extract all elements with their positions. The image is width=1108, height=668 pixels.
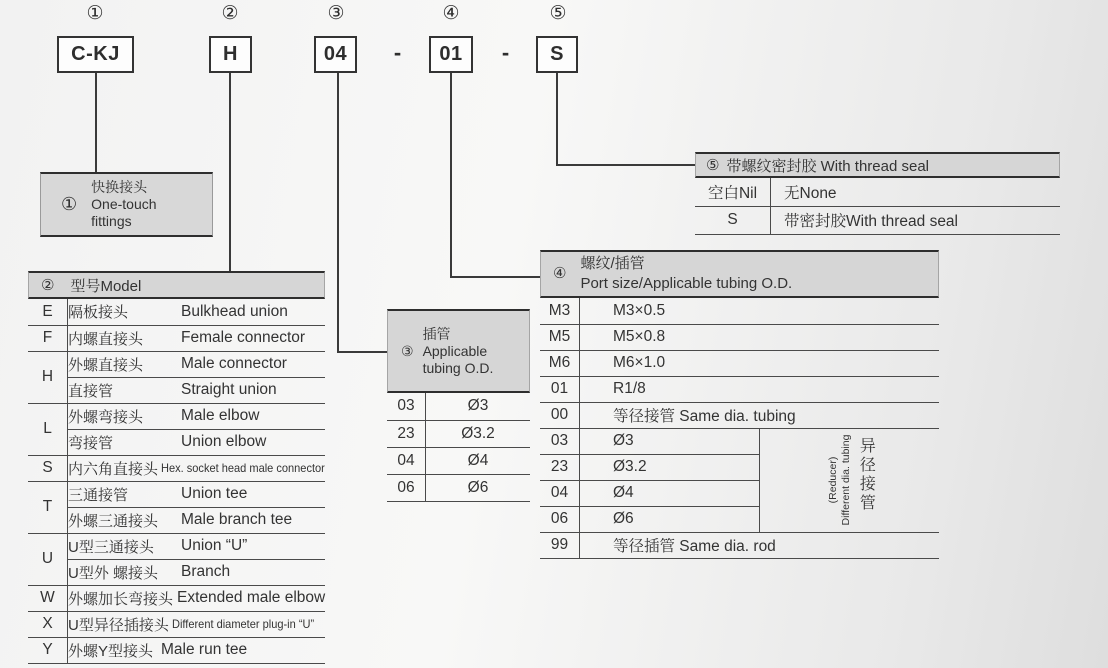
model-code: E xyxy=(28,299,68,325)
table-row xyxy=(28,559,325,585)
reducer-note-en2: Different dia. tubing xyxy=(840,434,853,526)
model-desc xyxy=(68,299,326,325)
od-code: 04 xyxy=(387,447,426,474)
circle-2-label: ② xyxy=(41,277,55,294)
model-desc xyxy=(68,377,326,403)
port-code: 04 xyxy=(540,480,580,506)
port-code: M5 xyxy=(540,324,580,350)
model-desc xyxy=(68,325,326,351)
circle-5-label: ⑤ xyxy=(706,157,720,174)
connector-line-2 xyxy=(229,73,231,271)
table-row xyxy=(28,481,325,507)
model-table-title: 型号Model xyxy=(70,277,142,295)
model-desc-en: Extended male elbow xyxy=(177,589,326,606)
port-value: M3×0.5 xyxy=(580,298,940,324)
fitting-label-en1: One-touch xyxy=(91,196,157,212)
connector-line-1 xyxy=(95,73,97,172)
reducer-note-cell xyxy=(759,428,939,532)
fitting-label-box xyxy=(40,172,213,237)
port-code: 06 xyxy=(540,506,580,532)
table-row xyxy=(28,429,325,455)
port-code: 03 xyxy=(540,428,580,454)
model-desc xyxy=(68,611,326,637)
table-row xyxy=(28,611,325,637)
table-row xyxy=(387,393,530,420)
table-row xyxy=(540,532,939,558)
circle-1-label: ① xyxy=(61,194,78,214)
model-desc-en: Union tee xyxy=(181,485,248,502)
model-desc-en: Male run tee xyxy=(161,641,248,658)
model-code: X xyxy=(28,611,68,637)
model-desc-en: Bulkhead union xyxy=(181,302,288,320)
table-row xyxy=(540,402,939,428)
model-code: U xyxy=(28,533,68,585)
tubing-od-title xyxy=(423,326,494,377)
table-row xyxy=(28,507,325,533)
code-separator-dash: - xyxy=(501,40,510,65)
fitting-label-text xyxy=(91,179,156,230)
reducer-note-cn: 异径接管 xyxy=(857,437,875,513)
model-desc-cn: 外螺三通接头 xyxy=(68,512,159,530)
model-desc xyxy=(68,533,326,559)
seal-code: 空白Nil xyxy=(695,178,771,206)
circle-3-marker: ③ xyxy=(327,3,345,24)
code-box-series: C-KJ xyxy=(57,36,134,73)
table-row xyxy=(28,637,325,663)
model-desc-cn: 外螺Y型接头 xyxy=(68,642,154,660)
connector-line-4 xyxy=(450,73,452,278)
model-desc-cn: 弯接管 xyxy=(68,434,114,452)
code-box-seal: S xyxy=(536,36,578,73)
port-size-title xyxy=(580,254,792,294)
reducer-note-en xyxy=(825,430,855,530)
port-size-title-en: Port size/Applicable tubing O.D. xyxy=(580,275,793,292)
table-row xyxy=(28,377,325,403)
model-desc-cn: 内六角直接头 xyxy=(68,460,159,478)
table-row xyxy=(28,325,325,351)
model-desc-cn: 外螺直接头 xyxy=(68,356,144,374)
table-row xyxy=(28,403,325,429)
model-desc-en: Branch xyxy=(181,563,231,580)
model-desc-cn: 外螺加长弯接头 xyxy=(68,590,174,608)
table-row xyxy=(540,298,939,324)
circle-2-marker: ② xyxy=(221,3,239,24)
circle-3-label: ③ xyxy=(401,342,414,359)
port-code: 01 xyxy=(540,376,580,402)
model-desc-cn: 内螺直接头 xyxy=(68,330,144,348)
table-row xyxy=(540,350,939,376)
connector-line-5-h xyxy=(556,164,695,166)
model-desc-en: Union elbow xyxy=(181,433,267,450)
model-desc xyxy=(68,351,326,377)
circle-4-marker: ④ xyxy=(442,3,460,24)
model-desc xyxy=(68,403,326,429)
model-code: W xyxy=(28,585,68,611)
circle-1-marker: ① xyxy=(86,3,104,24)
model-desc-cn: 直接管 xyxy=(68,382,114,400)
port-value: Ø4 xyxy=(580,480,760,506)
table-row xyxy=(28,533,325,559)
port-value: 等径插管 Same dia. rod xyxy=(580,532,940,558)
model-desc xyxy=(68,559,326,585)
table-row xyxy=(540,376,939,402)
model-desc xyxy=(68,507,326,533)
port-code: M3 xyxy=(540,298,580,324)
code-box-tubing: 04 xyxy=(314,36,357,73)
model-desc-en: Female connector xyxy=(181,329,306,346)
code-box-model: H xyxy=(209,36,252,73)
port-value: Ø3.2 xyxy=(580,454,760,480)
port-size-table xyxy=(540,250,939,559)
port-code: 23 xyxy=(540,454,580,480)
code-box-port: 01 xyxy=(429,36,473,73)
port-value: Ø6 xyxy=(580,506,760,532)
table-row xyxy=(540,324,939,350)
tubing-od-title-en2: tubing O.D. xyxy=(422,359,494,376)
port-value: R1/8 xyxy=(580,376,940,402)
seal-code: S xyxy=(695,206,771,234)
model-desc xyxy=(68,481,326,507)
model-desc-en: Hex. socket head male connector xyxy=(161,461,325,475)
model-desc xyxy=(68,585,326,611)
model-desc xyxy=(68,455,326,481)
port-code: 99 xyxy=(540,532,580,558)
circle-4-label: ④ xyxy=(553,265,567,282)
model-desc-en: Male elbow xyxy=(181,407,260,424)
port-value: M5×0.8 xyxy=(580,324,940,350)
model-desc-cn: 外螺弯接头 xyxy=(68,408,144,426)
od-value: Ø3 xyxy=(426,393,531,420)
model-desc-cn: U型外 螺接头 xyxy=(68,564,159,582)
model-code: Y xyxy=(28,637,68,663)
model-desc-cn: 隔板接头 xyxy=(68,304,129,322)
fitting-label-cn: 快换接头 xyxy=(91,179,148,195)
table-row xyxy=(28,455,325,481)
seal-value: 无None xyxy=(771,178,1061,206)
model-desc-en: Male branch tee xyxy=(181,511,293,528)
thread-seal-header xyxy=(695,152,1060,178)
model-desc xyxy=(68,637,326,663)
port-size-header xyxy=(540,250,939,298)
seal-value: 带密封胶With thread seal xyxy=(771,206,1061,234)
model-code: H xyxy=(28,351,68,403)
model-code: F xyxy=(28,325,68,351)
connector-line-5 xyxy=(556,73,558,166)
connector-line-3-h xyxy=(337,351,387,353)
thread-seal-title: 带螺纹密封胶 With thread seal xyxy=(726,157,930,175)
port-value: M6×1.0 xyxy=(580,350,940,376)
model-desc-en: Different diameter plug-in “U” xyxy=(171,617,314,631)
connector-line-4-h xyxy=(450,276,540,278)
table-row xyxy=(387,447,530,474)
od-code: 06 xyxy=(387,474,426,501)
model-code: L xyxy=(28,403,68,455)
model-desc-cn: 三通接管 xyxy=(68,486,129,504)
table-row xyxy=(28,585,325,611)
table-row xyxy=(695,206,1060,234)
fitting-label-en2: fittings xyxy=(91,213,132,229)
model-desc-cn: U型三通接头 xyxy=(68,538,154,556)
port-value: 等径接管 Same dia. tubing xyxy=(580,402,940,428)
table-row xyxy=(387,474,530,501)
od-value: Ø4 xyxy=(426,447,531,474)
tubing-od-title-cn: 插管 xyxy=(422,325,451,342)
port-value: Ø3 xyxy=(580,428,760,454)
reducer-note-en1: (Reducer) xyxy=(827,456,840,504)
port-code: 00 xyxy=(540,402,580,428)
port-code: M6 xyxy=(540,350,580,376)
table-row xyxy=(387,420,530,447)
model-desc-en: Male connector xyxy=(181,355,287,372)
model-desc-en: Straight union xyxy=(181,381,277,398)
od-value: Ø6 xyxy=(426,474,531,501)
code-separator-dash: - xyxy=(393,40,402,65)
tubing-od-title-en1: Applicable xyxy=(422,342,488,359)
model-desc-en: Union “U” xyxy=(181,537,248,554)
model-code: T xyxy=(28,481,68,533)
model-desc xyxy=(68,429,326,455)
thread-seal-table xyxy=(695,152,1060,235)
port-size-title-cn: 螺纹/插管 xyxy=(580,255,645,272)
model-desc-cn: U型异径插接头 xyxy=(68,616,169,634)
circle-5-marker: ⑤ xyxy=(549,3,567,24)
model-table-header xyxy=(28,271,325,299)
od-code: 23 xyxy=(387,420,426,447)
connector-line-3 xyxy=(337,73,339,353)
table-row xyxy=(540,428,939,454)
model-table xyxy=(28,271,325,664)
tubing-od-header xyxy=(387,309,530,393)
tubing-od-table xyxy=(387,309,530,502)
od-code: 03 xyxy=(387,393,426,420)
table-row xyxy=(28,351,325,377)
od-value: Ø3.2 xyxy=(426,420,531,447)
model-code: S xyxy=(28,455,68,481)
table-row xyxy=(695,178,1060,206)
table-row xyxy=(28,299,325,325)
